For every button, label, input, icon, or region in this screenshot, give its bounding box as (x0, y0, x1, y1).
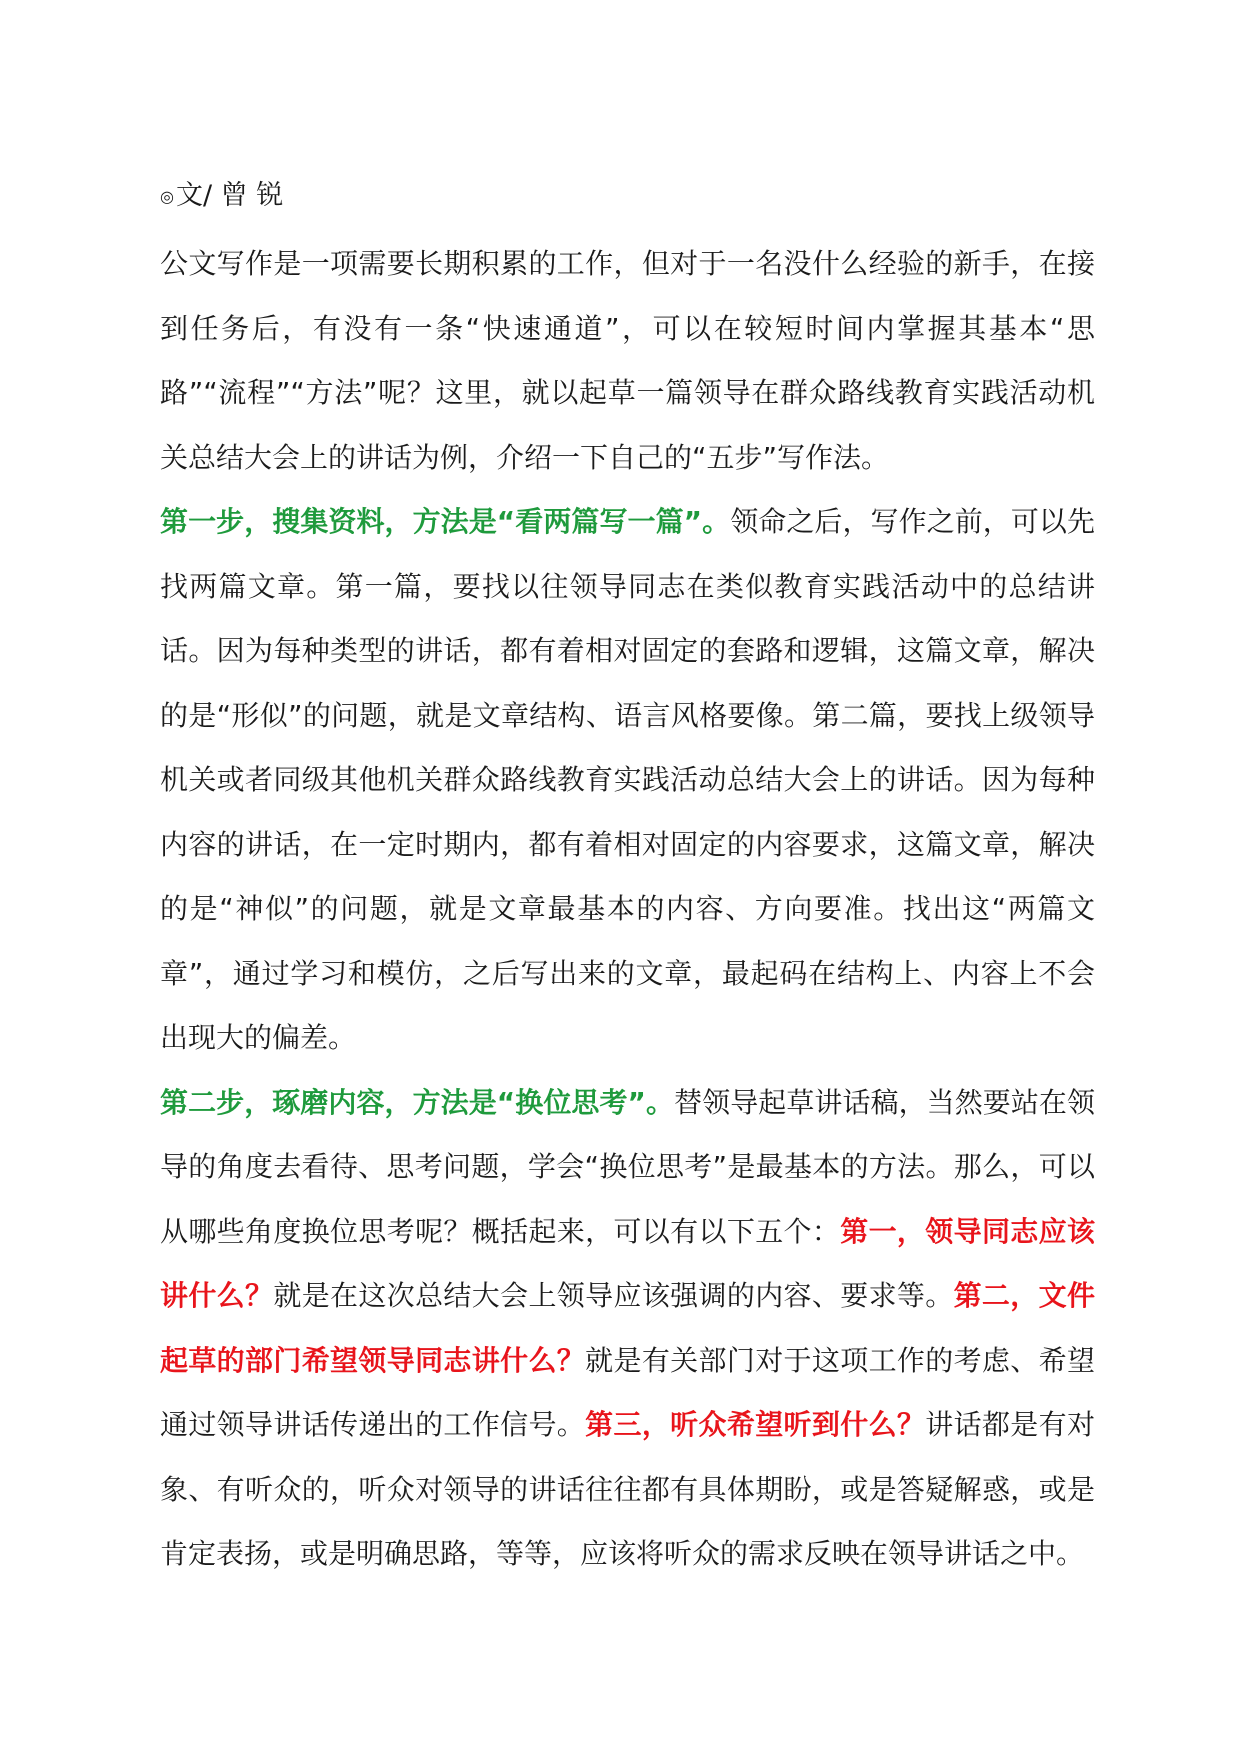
step1-body: 领命之后，写作之前，可以先找两篇文章。第一篇，要找以往领导同志在类似教育实践活动中的总结讲话。因为每种类型的讲话，都有着相对固定的套路和逻辑，这篇文章，解决的是“形似”的问题，就是文章结构、语言风格要像。第二篇，要找上级领导机关或者同级其他机关群众路线教育实践活动总结大会上的讲话。因为每种内容的讲话，在一定时期内，都有着相对固定的内容要求，这篇文章，解决的是“神似”的问题，就是文章最基本的内容、方向要准。找出这“两篇文章”，通过学习和模仿，之后写出来的文章，最起码在结构上、内容上不会出现大的偏差。 (160, 505, 1095, 1054)
step2-paragraph (160, 1071, 1095, 1587)
step2-point-3: 第三，听众希望听到什么？ (585, 1408, 926, 1441)
author-byline (160, 170, 1095, 232)
step1-heading: 第一步，搜集资料，方法是“看两篇写一篇”。 (160, 505, 731, 538)
step2-point-2: 第二，文件起草的部门希望领导同志讲什么？ (160, 1279, 1095, 1377)
byline-mark: ◎ (160, 186, 174, 206)
step2-body-3: 就是有关部门对于这项工作的考虑、希望通过领导讲话传递出的工作信号。 (160, 1343, 1095, 1441)
step2-body-1: 替领导起草讲话稿，当然要站在领导的角度去看待、思考问题，学会“换位思考”是最基本的方法。那么，可以从哪些角度换位思考呢？概括起来，可以有以下五个： (160, 1085, 1095, 1248)
intro-paragraph: 公文写作是一项需要长期积累的工作，但对于一名没什么经验的新手，在接到任务后，有没有一条“快速通道”，可以在较短时间内掌握其基本“思路”“流程”“方法”呢？这里，就以起草一篇领导在群众路线教育实践活动机关总结大会上的讲话为例，介绍一下自己的“五步”写作法。 (160, 247, 1095, 474)
step2-heading: 第二步，琢磨内容，方法是“换位思考”。 (160, 1085, 675, 1119)
step2-body-2: 就是在这次总结大会上领导应该强调的内容、要求等。 (273, 1279, 954, 1312)
document-page (160, 170, 1095, 1587)
step2-point-1: 第一，领导同志应该讲什么？ (160, 1214, 1095, 1312)
byline-author: 文/ 曾 锐 (175, 180, 284, 211)
step2-body-4: 讲话都是有对象、有听众的，听众对领导的讲话往往都有具体期盼，或是答疑解惑，或是肯定表扬，或是明确思路，等等，应该将听众的需求反映在领导讲话之中。 (160, 1408, 1095, 1570)
step1-paragraph (160, 490, 1095, 1071)
